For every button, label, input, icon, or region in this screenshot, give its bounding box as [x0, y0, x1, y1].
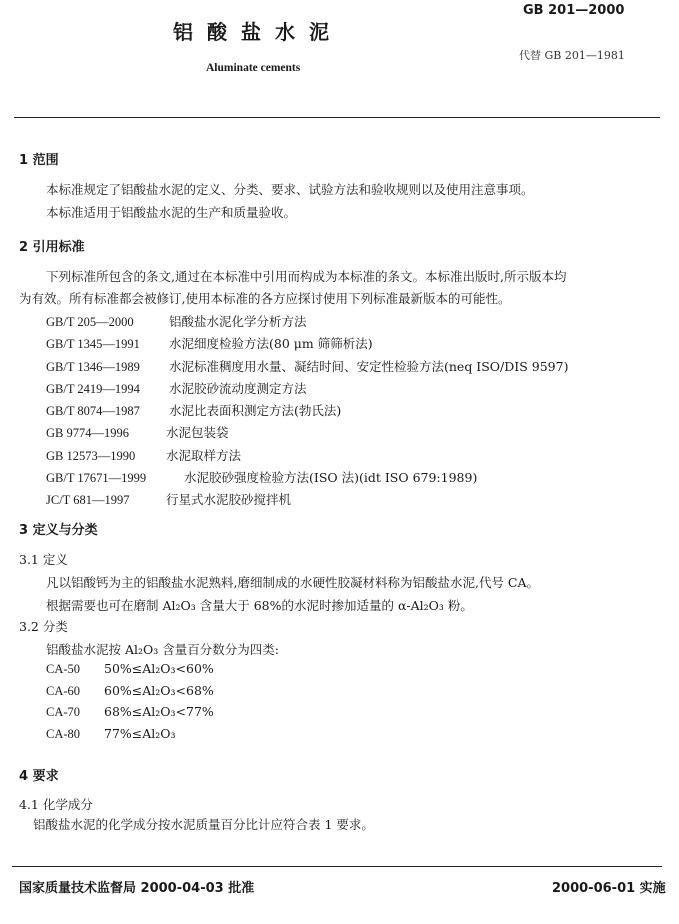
grade-code: CA-50 [46, 662, 81, 676]
reference-item [46, 445, 568, 467]
reference-item [46, 467, 568, 489]
grade-item [46, 680, 214, 702]
grade-item [46, 723, 214, 745]
reference-item [46, 356, 568, 378]
grade-range: 77%≤Al₂O₃ [104, 725, 176, 741]
grade-item [46, 701, 214, 723]
section-4-1-heading: 4.1 化学成分 [19, 797, 93, 812]
reference-title: 水泥包装袋 [166, 425, 229, 441]
section-1-para-1: 本标准规定了铝酸盐水泥的定义、分类、要求、试验方法和验收规则以及使用注意事项。 [46, 182, 534, 197]
grade-code: CA-70 [46, 705, 81, 719]
reference-code: GB/T 1346—1989 [46, 359, 140, 374]
section-4-heading: 4 要求 [19, 769, 59, 784]
footer-divider [12, 866, 662, 867]
reference-item [46, 311, 568, 333]
reference-list [46, 311, 568, 512]
reference-item [46, 333, 568, 355]
section-3-2-heading: 3.2 分类 [19, 619, 68, 634]
section-1-heading: 1 范围 [19, 153, 59, 168]
grade-range: 60%≤Al₂O₃<68% [104, 682, 214, 698]
reference-title: 水泥标准稠度用水量、凝结时间、安定性检验方法(neq ISO/DIS 9597) [169, 358, 569, 374]
section-1-para-2: 本标准适用于铝酸盐水泥的生产和质量验收。 [46, 205, 297, 220]
reference-code: GB/T 205—2000 [46, 315, 134, 329]
section-3-2-intro: 铝酸盐水泥按 Al₂O₃ 含量百分数分为四类: [46, 642, 279, 657]
reference-title: 水泥胶砂流动度测定方法 [169, 380, 307, 396]
reference-item [46, 400, 568, 422]
reference-code: GB/T 1345—1991 [46, 337, 140, 352]
grade-range: 50%≤Al₂O₃<60% [104, 661, 214, 676]
implementation-date: 2000-06-01 实施 [552, 881, 666, 896]
reference-code: GB 9774—1996 [46, 426, 129, 441]
document-title-en: Aluminate cements [206, 62, 301, 74]
reference-title: 水泥胶砂强度检验方法(ISO 法)(idt ISO 679:1989) [184, 470, 478, 486]
reference-code: GB/T 2419—1994 [46, 381, 140, 396]
grade-range: 68%≤Al₂O₃<77% [104, 704, 214, 719]
reference-code: JC/T 681—1997 [46, 493, 130, 508]
header-divider [14, 117, 660, 118]
section-3-1-heading: 3.1 定义 [19, 552, 68, 567]
grade-list [46, 658, 214, 744]
grade-code: CA-60 [46, 683, 81, 698]
reference-item [46, 422, 568, 444]
section-3-1-line-2: 根据需要也可在磨制 Al₂O₃ 含量大于 68%的水泥时掺加适量的 α-Al₂O₃ 粉。 [46, 598, 473, 613]
reference-title: 水泥取样方法 [166, 447, 242, 463]
reference-title: 水泥细度检验方法(80 μm 筛筛析法) [169, 336, 373, 352]
reference-title: 铝酸盐水泥化学分析方法 [169, 314, 307, 329]
reference-item [46, 378, 568, 400]
section-3-heading: 3 定义与分类 [19, 523, 98, 538]
reference-code: GB/T 8074—1987 [46, 404, 140, 419]
reference-code: GB/T 17671—1999 [46, 471, 147, 486]
reference-item [46, 489, 568, 511]
approval-date: 国家质量技术监督局 2000-04-03 批准 [19, 881, 255, 896]
reference-title: 行星式水泥胶砂搅拌机 [166, 492, 292, 508]
replaces-note: 代替 GB 201—1981 [519, 49, 625, 62]
reference-code: GB 12573—1990 [46, 448, 136, 463]
grade-item [46, 658, 214, 680]
section-2-intro-line-2: 为有效。所有标准都会被修订,使用本标准的各方应探讨使用下列标准最新版本的可能性。 [19, 291, 511, 306]
section-4-1-text: 铝酸盐水泥的化学成分按水泥质量百分比计应符合表 1 要求。 [33, 817, 374, 832]
document-title-cn: 铝酸盐水泥 [173, 20, 343, 44]
grade-code: CA-80 [46, 726, 81, 741]
standard-number: GB 201—2000 [523, 3, 625, 18]
section-3-1-line-1: 凡以铝酸钙为主的铝酸盐水泥熟料,磨细制成的水硬性胶凝材料称为铝酸盐水泥,代号 CA。 [46, 575, 540, 590]
section-2-heading: 2 引用标准 [19, 240, 85, 255]
reference-title: 水泥比表面积测定方法(勃氏法) [169, 403, 342, 419]
section-2-intro-line-1: 下列标准所包含的条文,通过在本标准中引用而构成为本标准的条文。本标准出版时,所示版本均 [46, 269, 567, 284]
